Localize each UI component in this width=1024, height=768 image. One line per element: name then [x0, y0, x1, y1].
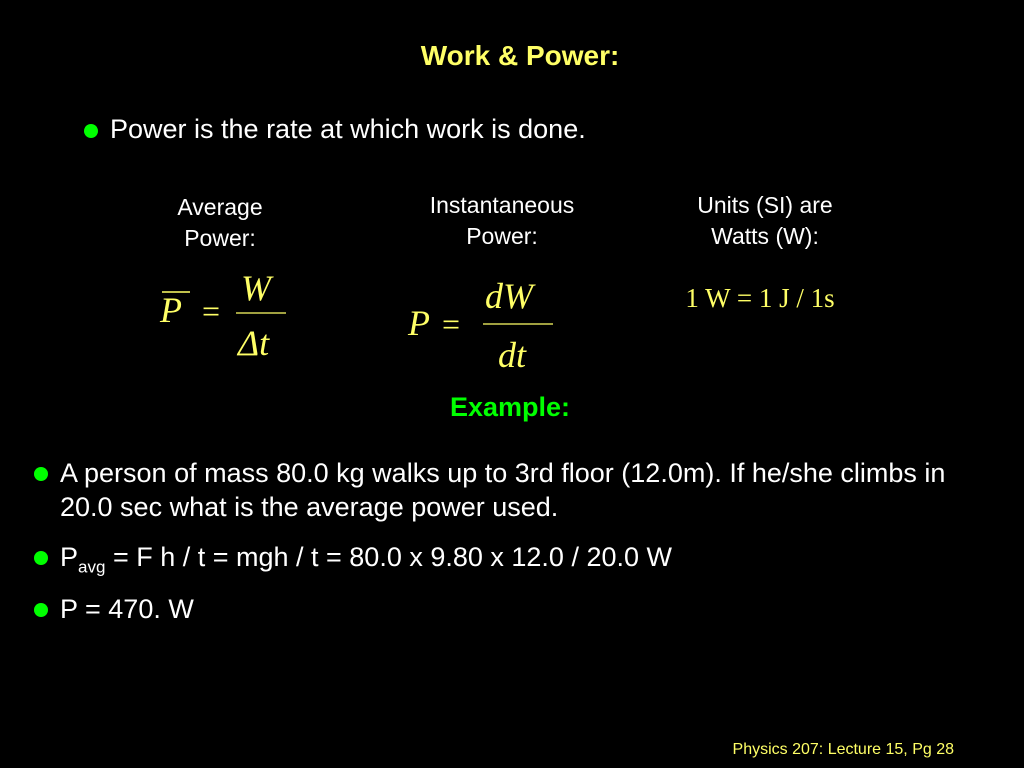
intro-bullet-text: Power is the rate at which work is done. — [110, 114, 586, 144]
example-answer-bullet — [34, 592, 994, 626]
example-heading: Example: — [449, 392, 571, 422]
instantaneous-power-lhs: P — [408, 303, 430, 343]
bullet-dot-icon — [34, 551, 48, 565]
instantaneous-power-formula — [400, 270, 580, 380]
intro-bullet — [84, 114, 586, 145]
average-power-formula — [150, 262, 310, 372]
average-power-numerator: W — [241, 268, 271, 308]
bullet-dot-icon — [34, 603, 48, 617]
units-label-line2: Watts (W): — [711, 223, 819, 249]
average-power-denominator: Δt — [238, 323, 270, 363]
instantaneous-power-denominator: dt — [498, 335, 527, 375]
example-formula-bullet — [34, 540, 994, 584]
average-power-label-line1: Average — [177, 194, 263, 220]
example-problem-bullet — [34, 456, 994, 524]
average-power-label — [140, 192, 300, 254]
slide-footer: Physics 207: Lecture 15, Pg 28 — [732, 741, 954, 758]
bullet-dot-icon — [34, 467, 48, 481]
formula-subscript: avg — [78, 557, 106, 577]
slide-title: Work & Power: — [420, 40, 620, 71]
example-problem-text: A person of mass 80.0 kg walks up to 3rd floor (12.0m). If he/she climbs in 20.0 sec what is the average power used. — [60, 458, 946, 522]
formula-rest: = F h / t = mgh / t = 80.0 x 9.80 x 12.0 / 20.0 W — [105, 542, 672, 572]
instantaneous-power-numerator: dW — [485, 276, 533, 316]
average-power-lhs: P — [160, 290, 182, 330]
instantaneous-power-equals: = — [442, 306, 461, 342]
instantaneous-power-label — [392, 190, 612, 252]
instantaneous-power-label-line1: Instantaneous — [429, 192, 575, 218]
formula-p: P — [60, 542, 79, 572]
example-formula-text — [60, 540, 672, 584]
units-equation: 1 W = 1 J / 1s — [685, 283, 835, 313]
average-power-label-line2: Power: — [184, 225, 256, 251]
bullet-dot-icon — [84, 124, 98, 138]
units-label-line1: Units (SI) are — [697, 192, 833, 218]
instantaneous-power-label-line2: Power: — [466, 223, 538, 249]
average-power-equals: = — [202, 293, 221, 329]
example-answer-text: P = 470. W — [60, 594, 194, 624]
units-label — [650, 190, 880, 252]
